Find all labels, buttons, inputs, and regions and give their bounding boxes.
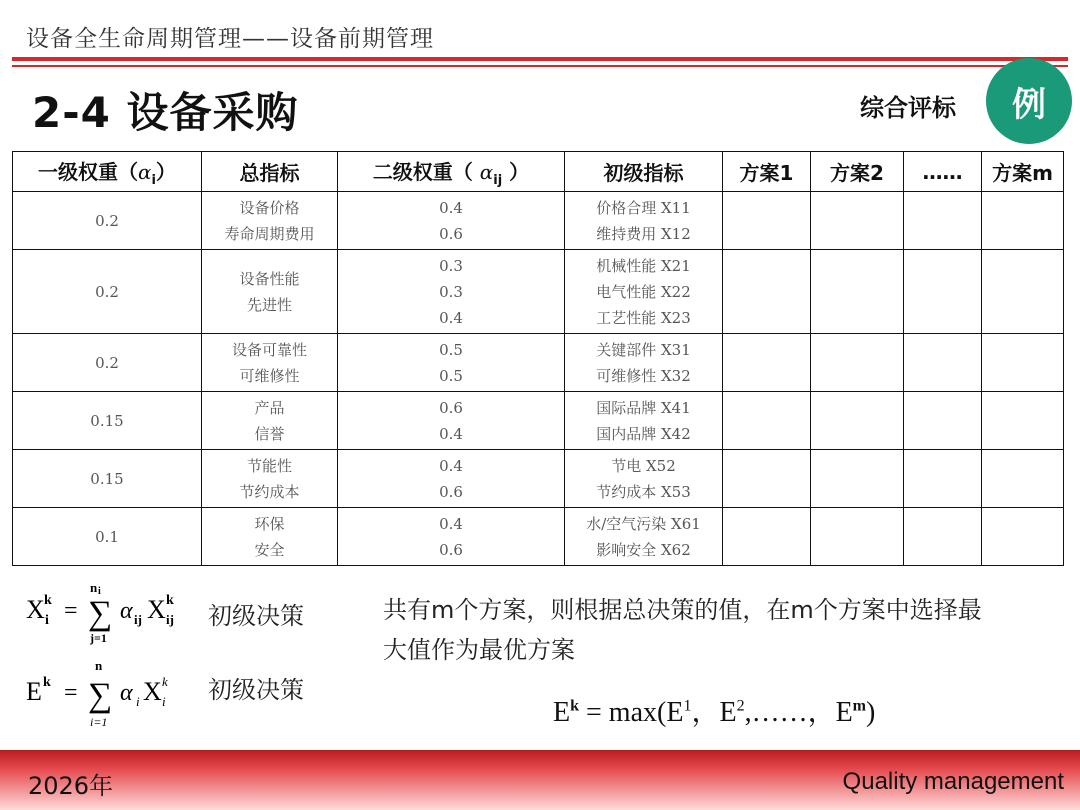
- svg-text:i: i: [45, 613, 49, 628]
- col-header-ellipsis: ……: [904, 152, 982, 192]
- plan-cell: [723, 392, 811, 450]
- col-header-plan1: 方案1: [723, 152, 811, 192]
- svg-text:n: n: [90, 580, 98, 595]
- total-cell: 节能性 节约成本: [202, 450, 338, 508]
- plan-cell: [982, 192, 1064, 250]
- header-rule-thin: [12, 65, 1068, 67]
- sigma-symbol: ∑: [88, 595, 113, 632]
- svg-text:α: α: [120, 680, 133, 706]
- plan-cell: [904, 250, 982, 334]
- svg-text:E: E: [26, 677, 42, 706]
- svg-text:i: i: [98, 586, 101, 597]
- plan-cell: [811, 334, 904, 392]
- primary-cell: 国际品牌 X41 国内品牌 X42: [565, 392, 723, 450]
- table-row: [13, 192, 1064, 250]
- svg-text:j=1: j=1: [90, 631, 107, 645]
- weight1-cell: 0.2: [13, 250, 202, 334]
- total-cell: 设备可靠性 可维修性: [202, 334, 338, 392]
- svg-text:i: i: [162, 694, 166, 709]
- svg-text:k: k: [166, 593, 174, 608]
- weight1-cell: 0.2: [13, 192, 202, 250]
- section-label: 综合评标: [860, 94, 956, 122]
- table-row: [13, 334, 1064, 392]
- total-cell: 产品 信誉: [202, 392, 338, 450]
- svg-text:ij: ij: [166, 612, 174, 627]
- plan-cell: [811, 508, 904, 566]
- plan-cell: [811, 192, 904, 250]
- total-decision-formula: [26, 658, 206, 730]
- plan-cell: [904, 508, 982, 566]
- footer-tagline: Quality management: [842, 768, 1064, 795]
- total-cell: 设备价格 寿命周期费用: [202, 192, 338, 250]
- svg-text:X: X: [143, 677, 162, 706]
- table-row: [13, 450, 1064, 508]
- footer-year: 2026年: [28, 772, 114, 800]
- table-row: [13, 508, 1064, 566]
- weight2-cell: 0.4 0.6: [338, 508, 565, 566]
- total-cell: 环保 安全: [202, 508, 338, 566]
- plan-cell: [723, 508, 811, 566]
- primary-cell: 关键部件 X31 可维修性 X32: [565, 334, 723, 392]
- svg-text:k: k: [44, 593, 52, 608]
- primary-cell: 价格合理 X11 维持费用 X12: [565, 192, 723, 250]
- col-header-weight2: 二级权重（ $\alpha_{ij}$ ）: [338, 152, 565, 192]
- plan-cell: [723, 192, 811, 250]
- formula1-label: 初级决策: [208, 602, 304, 630]
- weight2-cell: 0.4 0.6: [338, 192, 565, 250]
- svg-text:=: =: [64, 680, 78, 706]
- sigma-symbol: ∑: [88, 677, 113, 714]
- svg-text:i: i: [136, 694, 140, 709]
- plan-cell: [811, 392, 904, 450]
- weight1-cell: 0.2: [13, 334, 202, 392]
- svg-text:k: k: [43, 675, 51, 690]
- svg-text:ij: ij: [134, 612, 142, 627]
- evaluation-table: [12, 151, 1064, 566]
- page-title: 2-4 设备采购: [32, 88, 299, 137]
- plan-cell: [904, 192, 982, 250]
- col-header-weight1: 一级权重$(\alpha_i)$: [13, 152, 202, 192]
- decision-description: 共有m个方案，则根据总决策的值，在m个方案中选择最 大值作为最优方案: [383, 596, 982, 664]
- col-header-total: 总指标: [202, 152, 338, 192]
- max-formula: $E^k = \max(E^1$，$E^2,\dots\dots$，$E^m$): [553, 697, 876, 728]
- plan-cell: [904, 392, 982, 450]
- svg-text:X: X: [26, 595, 45, 624]
- svg-text:=: =: [64, 598, 78, 624]
- table-row: [13, 250, 1064, 334]
- formula2-label: 初级决策: [208, 676, 304, 704]
- svg-text:α: α: [120, 598, 133, 624]
- svg-text:n: n: [95, 658, 103, 673]
- plan-cell: [982, 250, 1064, 334]
- weight2-cell: 0.6 0.4: [338, 392, 565, 450]
- svg-text:i=1: i=1: [90, 715, 108, 729]
- primary-decision-formula: [26, 580, 206, 646]
- plan-cell: [982, 334, 1064, 392]
- plan-cell: [982, 450, 1064, 508]
- plan-cell: [723, 250, 811, 334]
- plan-cell: [982, 392, 1064, 450]
- table-row: [13, 392, 1064, 450]
- example-badge: 例: [986, 58, 1072, 144]
- primary-cell: 机械性能 X21 电气性能 X22 工艺性能 X23: [565, 250, 723, 334]
- primary-cell: 水/空气污染 X61 影响安全 X62: [565, 508, 723, 566]
- plan-cell: [982, 508, 1064, 566]
- plan-cell: [723, 450, 811, 508]
- top-title: 设备全生命周期管理——设备前期管理: [26, 26, 434, 52]
- weight2-cell: 0.3 0.3 0.4: [338, 250, 565, 334]
- plan-cell: [723, 334, 811, 392]
- plan-cell: [811, 250, 904, 334]
- table-header-row: [13, 152, 1064, 192]
- plan-cell: [811, 450, 904, 508]
- weight1-cell: 0.15: [13, 450, 202, 508]
- primary-cell: 节电 X52 节约成本 X53: [565, 450, 723, 508]
- col-header-planm: 方案m: [982, 152, 1064, 192]
- svg-text:k: k: [162, 674, 168, 689]
- weight1-cell: 0.1: [13, 508, 202, 566]
- weight1-cell: 0.15: [13, 392, 202, 450]
- col-header-plan2: 方案2: [811, 152, 904, 192]
- col-header-primary: 初级指标: [565, 152, 723, 192]
- weight2-cell: 0.4 0.6: [338, 450, 565, 508]
- plan-cell: [904, 450, 982, 508]
- weight2-cell: 0.5 0.5: [338, 334, 565, 392]
- total-cell: 设备性能 先进性: [202, 250, 338, 334]
- header-rule-thick: [12, 57, 1068, 61]
- plan-cell: [904, 334, 982, 392]
- svg-text:X: X: [147, 595, 166, 624]
